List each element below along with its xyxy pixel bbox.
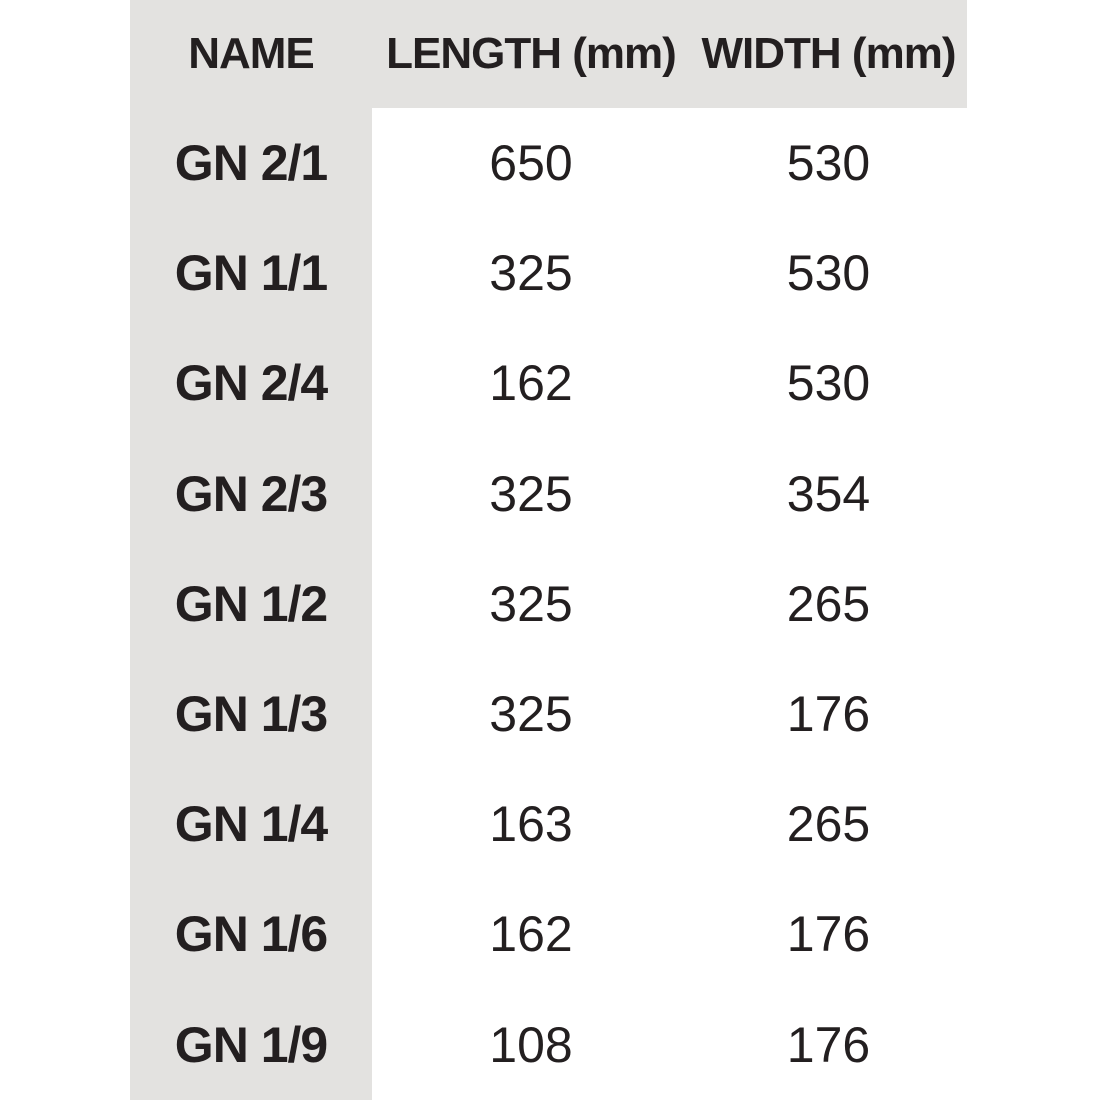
cell-length: 325	[489, 465, 573, 522]
cell-width: 176	[786, 1016, 871, 1073]
cell-name: GN 2/3	[174, 465, 328, 522]
cell-name: GN 1/3	[174, 686, 328, 743]
cell-width: 176	[786, 906, 871, 963]
cell-width: 530	[786, 355, 871, 412]
column-header-length: LENGTH (mm)	[386, 29, 676, 78]
cell-length: 325	[489, 686, 573, 743]
cell-name: GN 1/2	[174, 575, 328, 632]
cell-length: 162	[489, 906, 573, 963]
cell-name: GN 2/1	[174, 135, 328, 192]
cell-name: GN 1/9	[174, 1016, 328, 1073]
cell-length: 163	[489, 796, 573, 853]
cell-width: 176	[786, 686, 871, 743]
column-header-name: NAME	[188, 29, 314, 78]
gastronorm-size-table	[130, 0, 967, 1100]
table-row	[130, 218, 967, 328]
cell-length: 108	[489, 1016, 573, 1073]
table-row	[130, 439, 967, 549]
column-header-width: WIDTH (mm)	[701, 29, 956, 78]
table-row	[130, 879, 967, 989]
table-row	[130, 549, 967, 659]
table-row	[130, 108, 967, 218]
table-row	[130, 769, 967, 879]
table-row	[130, 328, 967, 438]
cell-name: GN 1/4	[174, 796, 328, 853]
table-row	[130, 659, 967, 769]
cell-length: 162	[489, 355, 573, 412]
table-body	[130, 108, 967, 1100]
cell-width: 530	[786, 135, 871, 192]
cell-length: 325	[489, 245, 573, 302]
cell-width: 265	[786, 796, 871, 853]
cell-length: 325	[489, 575, 573, 632]
cell-name: GN 1/6	[174, 906, 328, 963]
cell-length: 650	[489, 135, 573, 192]
table-header-row	[130, 0, 967, 108]
table-row	[130, 990, 967, 1100]
cell-width: 354	[786, 465, 871, 522]
cell-name: GN 1/1	[174, 245, 328, 302]
cell-width: 530	[786, 245, 871, 302]
cell-name: GN 2/4	[174, 355, 328, 412]
cell-width: 265	[786, 575, 871, 632]
